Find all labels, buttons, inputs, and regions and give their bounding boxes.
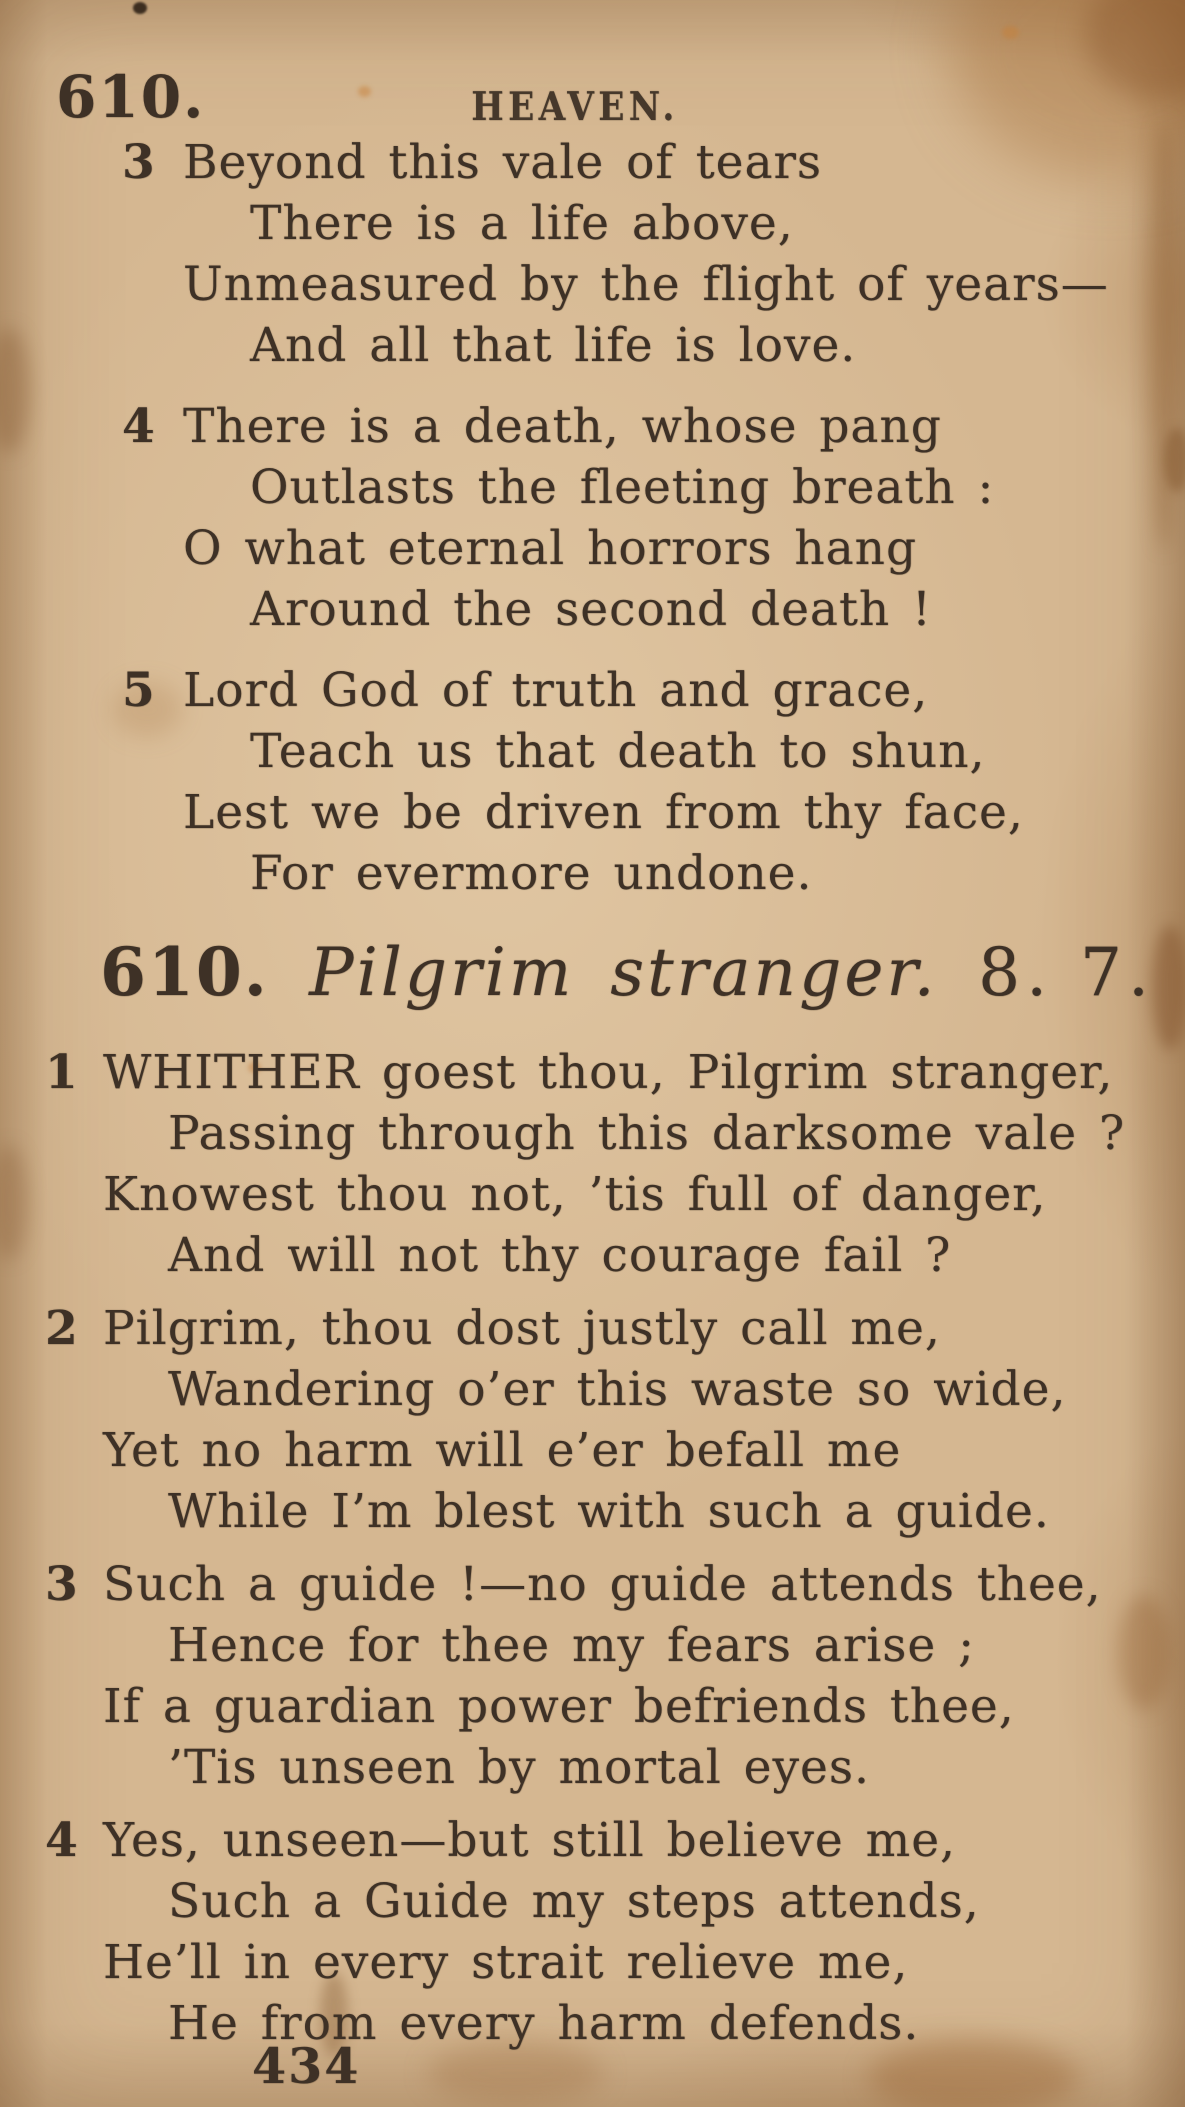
verse-line: And will not thy courage fail ?: [168, 1228, 952, 1283]
verse-line: Teach us that death to shun,: [250, 724, 986, 779]
verse-line: O what eternal horrors hang: [183, 521, 918, 576]
verse-number: 3: [122, 135, 156, 190]
verse: [0, 132, 1185, 376]
verse-line: Yes, unseen—but still believe me,: [103, 1813, 956, 1868]
verse-line: He from every harm defends.: [168, 1996, 920, 2051]
verse-line: Lord God of truth and grace,: [183, 663, 929, 718]
hymn-number: 610.: [100, 933, 269, 1011]
verse-line: WHITHER goest thou, Pilgrim stranger,: [103, 1045, 1114, 1100]
verse-number: 5: [122, 663, 156, 718]
hymn-heading: [100, 926, 1155, 1019]
hymn-title: Pilgrim stranger.: [309, 934, 938, 1011]
verse-line: Pilgrim, thou dost justly call me,: [103, 1301, 941, 1356]
verse-line: Yet no harm will e’er befall me: [103, 1423, 902, 1478]
verse-line: If a guardian power befriends thee,: [103, 1679, 1015, 1734]
hymn-pilgrim-stranger: [0, 1042, 1185, 2066]
verse-line: He’ll in every strait relieve me,: [103, 1935, 909, 1990]
verse: [0, 1042, 1185, 1286]
hymn-meter: 8. 7.: [978, 934, 1155, 1011]
verse-number: 4: [122, 399, 156, 454]
ink-dot: [133, 2, 147, 14]
verse-line: Outlasts the fleeting breath :: [250, 460, 995, 515]
paper-freckle: [1002, 26, 1019, 39]
verse-number: 1: [45, 1045, 79, 1100]
verse-line: Beyond this vale of tears: [183, 135, 823, 190]
header-hymn-number: 610.: [56, 63, 206, 131]
verse-line: Knowest thou not, ’tis full of danger,: [103, 1167, 1047, 1222]
verse-line: For evermore undone.: [250, 846, 813, 901]
verse-line: And all that life is love.: [250, 318, 857, 373]
page-number: 434: [252, 2037, 361, 2095]
verse-line: Such a Guide my steps attends,: [168, 1874, 980, 1929]
verse-line: Wandering o’er this waste so wide,: [168, 1362, 1067, 1417]
verse-line: Hence for thee my fears arise ;: [168, 1618, 976, 1673]
verse-number: 3: [45, 1557, 79, 1612]
verse: [0, 396, 1185, 640]
verse: [0, 660, 1185, 904]
verse: [0, 1554, 1185, 1798]
verse-number: 2: [45, 1301, 79, 1356]
verse-line: ’Tis unseen by mortal eyes.: [168, 1740, 870, 1795]
verse-line: Lest we be driven from thy face,: [183, 785, 1024, 840]
verse: [0, 1298, 1185, 1542]
verse-line: Unmeasured by the flight of years—: [183, 257, 1109, 312]
verse-line: While I’m blest with such a guide.: [168, 1484, 1050, 1539]
verse-number: 4: [45, 1813, 79, 1868]
verse-line: Around the second death !: [250, 582, 932, 637]
verse-line: There is a death, whose pang: [183, 399, 942, 454]
verse: [0, 1810, 1185, 2054]
paper-stain-right-middle: [1152, 925, 1185, 1050]
running-head-section-title: HEAVEN.: [471, 84, 679, 130]
verse-line: There is a life above,: [250, 196, 794, 251]
hymn-heaven-continuation: [0, 132, 1185, 924]
verse-line: Passing through this darksome vale ?: [168, 1106, 1126, 1161]
verse-line: Such a guide !—no guide attends thee,: [103, 1557, 1102, 1612]
